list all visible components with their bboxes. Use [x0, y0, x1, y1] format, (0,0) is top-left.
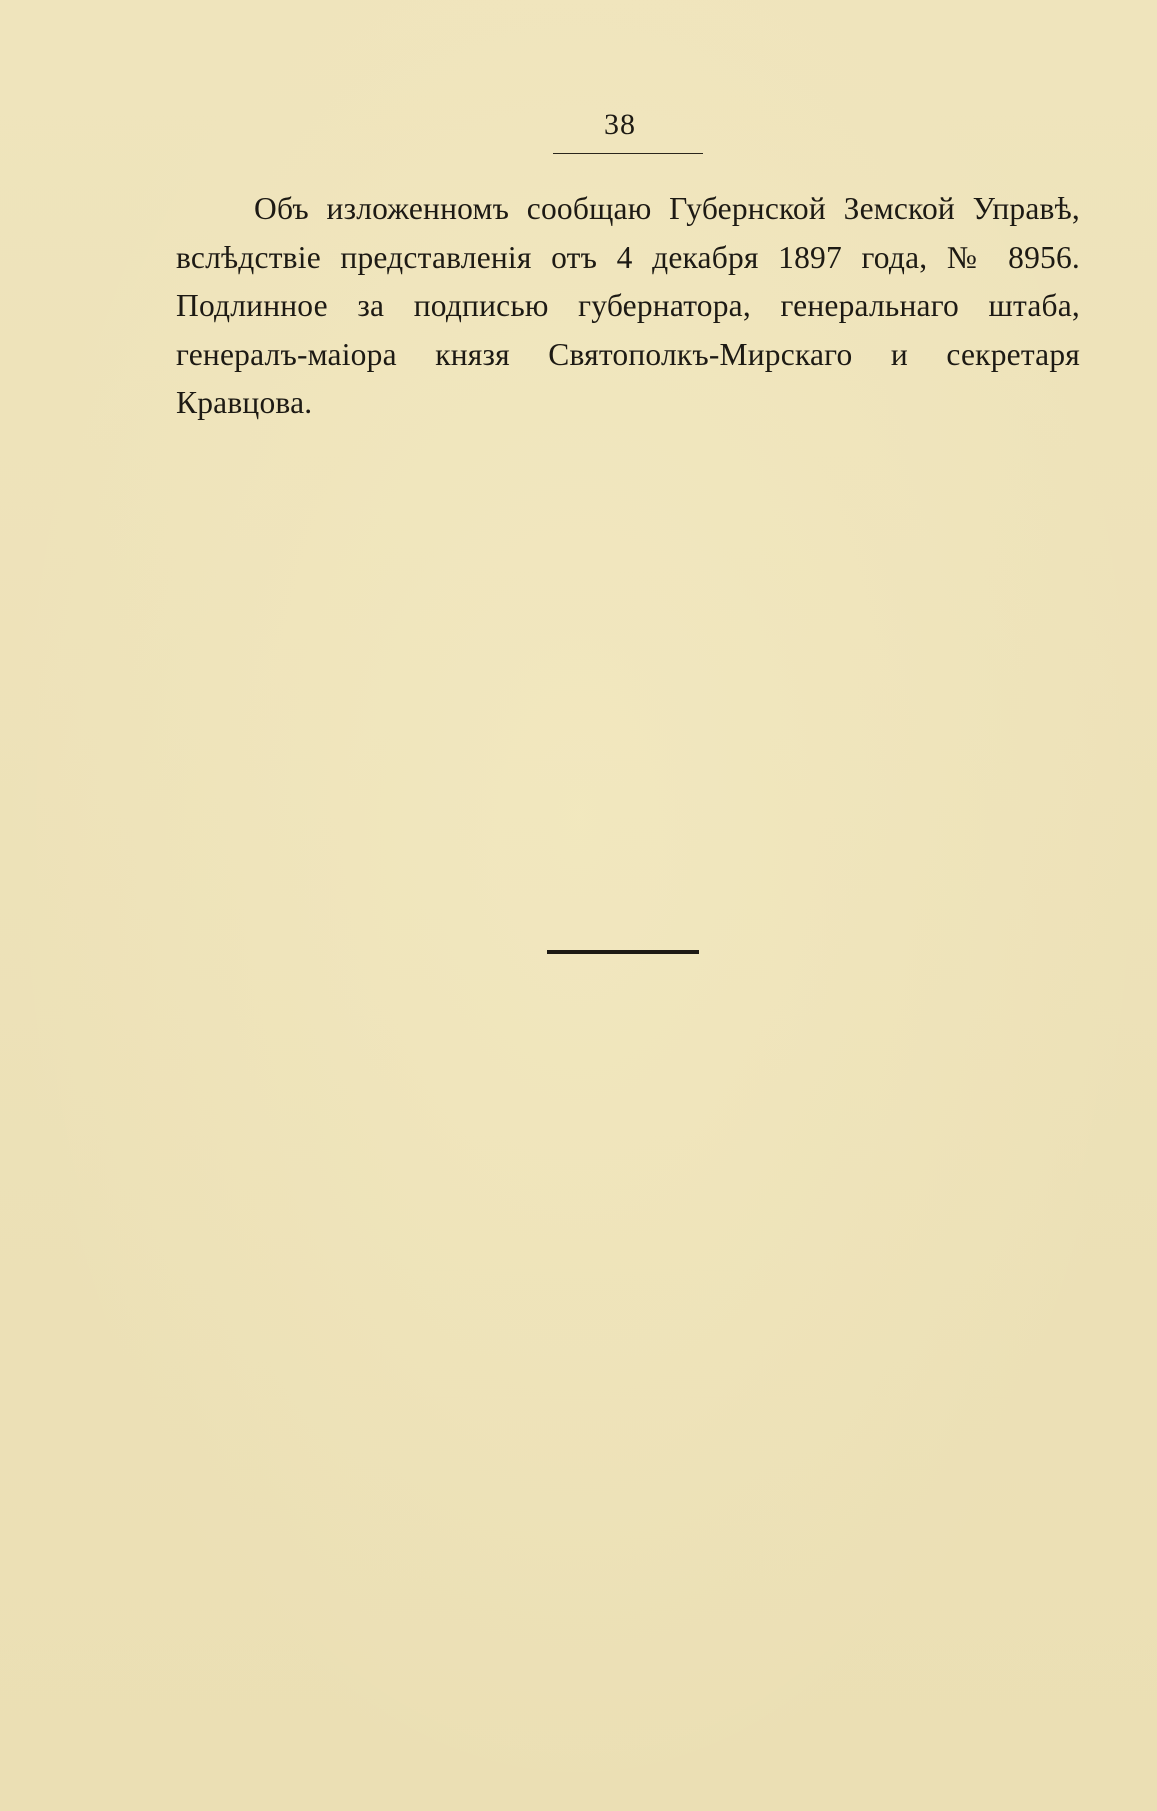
page-number: 38 — [604, 108, 636, 141]
end-rule — [547, 950, 699, 954]
body-paragraph: Объ изложенномъ сообщаю Губернской Земской Управѣ, вслѣдствіе представленія отъ 4 декабря 1897 года, № 8956. Подлинное за подписью губернатора, генеральнаго штаба, генералъ-маіора князя Святополкъ-Мирскаго и секретаря Кравцова. — [176, 191, 1080, 420]
header-rule — [553, 153, 703, 154]
